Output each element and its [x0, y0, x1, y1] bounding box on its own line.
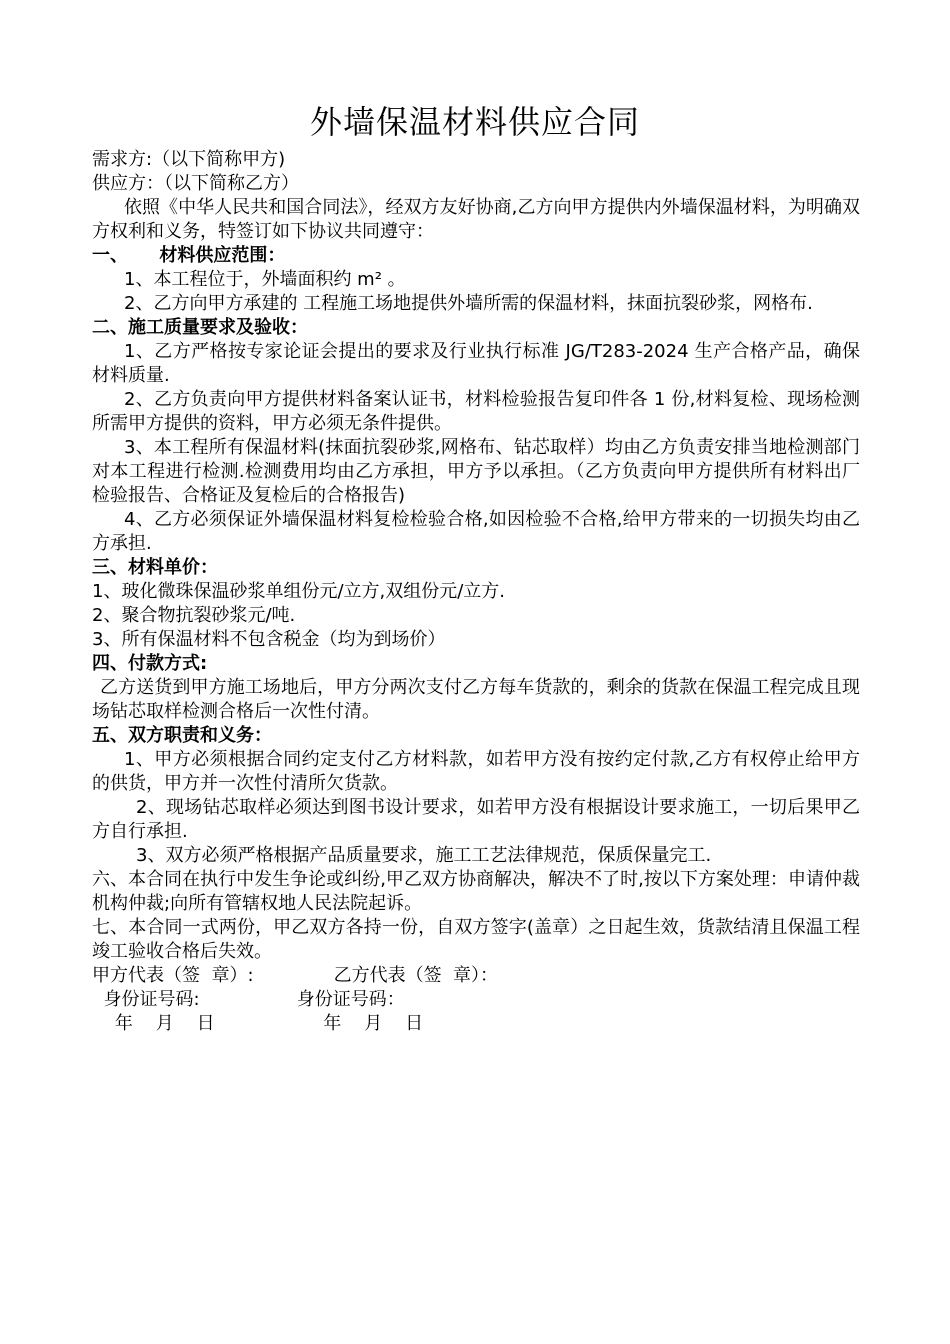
paragraph: 1、本工程位于，外墙面积约 m² 。 — [124, 269, 406, 290]
paragraph: 七、本合同一式两份，甲乙双方各持一份，自双方签字(盖章）之日起生效，货款结清且保温工程竣工验收合格后失效。 — [92, 917, 860, 962]
paragraph: 1、玻化微珠保温砂浆单组份元/立方,双组份元/立方. — [92, 581, 506, 602]
paragraph: 供应方：（以下简称乙方） — [92, 173, 299, 194]
signature-line-representatives: 甲方代表（签 章）: 乙方代表（签 章）： — [92, 965, 499, 986]
paragraph: 乙方送货到甲方施工场地后，甲方分两次支付乙方每车货款的，剩余的货款在保温工程完成且现场钻芯取样检测合格后一次性付清。 — [92, 677, 860, 722]
paragraph: 需求方:（以下简称甲方) — [92, 149, 286, 170]
paragraph: 3、双方必须严格根据产品质量要求，施工工艺法律规范，保质保量完工. — [136, 845, 712, 866]
section-heading: 一、 材料供应范围： — [92, 245, 286, 266]
paragraph: 2、现场钻芯取样必须达到图书设计要求，如若甲方没有根据设计要求施工，一切后果甲乙方自行承担. — [92, 797, 860, 842]
paragraph: 3、本工程所有保温材料(抹面抗裂砂浆,网格布、钻芯取样）均由乙方负责安排当地检测部门对本工程进行检测.检测费用均由乙方承担，甲方予以承担。（乙方负责向甲方提供所有材料出厂检验报告、合格证及复检后的合格报告) — [92, 437, 860, 506]
contract-lines — [92, 148, 860, 964]
paragraph: 3、所有保温材料不包含税金（均为到场价） — [92, 629, 446, 650]
section-heading: 四、付款方式: — [92, 653, 208, 674]
contract-body — [92, 148, 860, 1036]
section-heading: 五、双方职责和义务： — [92, 725, 272, 746]
paragraph: 2、聚合物抗裂砂浆元/吨. — [92, 605, 296, 626]
paragraph: 依照《中华人民共和国合同法》，经双方友好协商,乙方向甲方提供内外墙保温材料，为明确双方权利和义务，特签订如下协议共同遵守： — [92, 197, 860, 242]
paragraph: 2、乙方负责向甲方提供材料备案认证书，材料检验报告复印件各 1 份,材料复检、现场检测所需甲方提供的资料，甲方必须无条件提供。 — [92, 389, 860, 434]
section-heading: 二、施工质量要求及验收： — [92, 317, 308, 338]
paragraph: 4、乙方必须保证外墙保温材料复检检验合格,如因检验不合格,给甲方带来的一切损失均由乙方承担. — [92, 509, 860, 554]
section-heading: 三、材料单价： — [92, 557, 218, 578]
paragraph: 2、乙方向甲方承建的 工程施工场地提供外墙所需的保温材料，抹面抗裂砂浆，网格布. — [124, 293, 813, 314]
paragraph: 六、本合同在执行中发生争论或纠纷,甲乙双方协商解决，解决不了时,按以下方案处理：申请仲裁机构仲裁;向所有管辖权地人民法院起诉。 — [92, 869, 860, 914]
paragraph: 1、乙方严格按专家论证会提出的要求及行业执行标准 JG/T283-2024 生产合格产品，确保材料质量. — [92, 341, 860, 386]
paragraph: 1、甲方必须根据合同约定支付乙方材料款，如若甲方没有按约定付款,乙方有权停止给甲方的供货，甲方并一次性付清所欠货款。 — [92, 749, 860, 794]
signature-line-dates: 年 月 日 年 月 日 — [92, 1013, 424, 1034]
signature-line-id-numbers: 身份证号码: 身份证号码： — [92, 989, 405, 1010]
document-title: 外墙保温材料供应合同 — [309, 103, 640, 141]
